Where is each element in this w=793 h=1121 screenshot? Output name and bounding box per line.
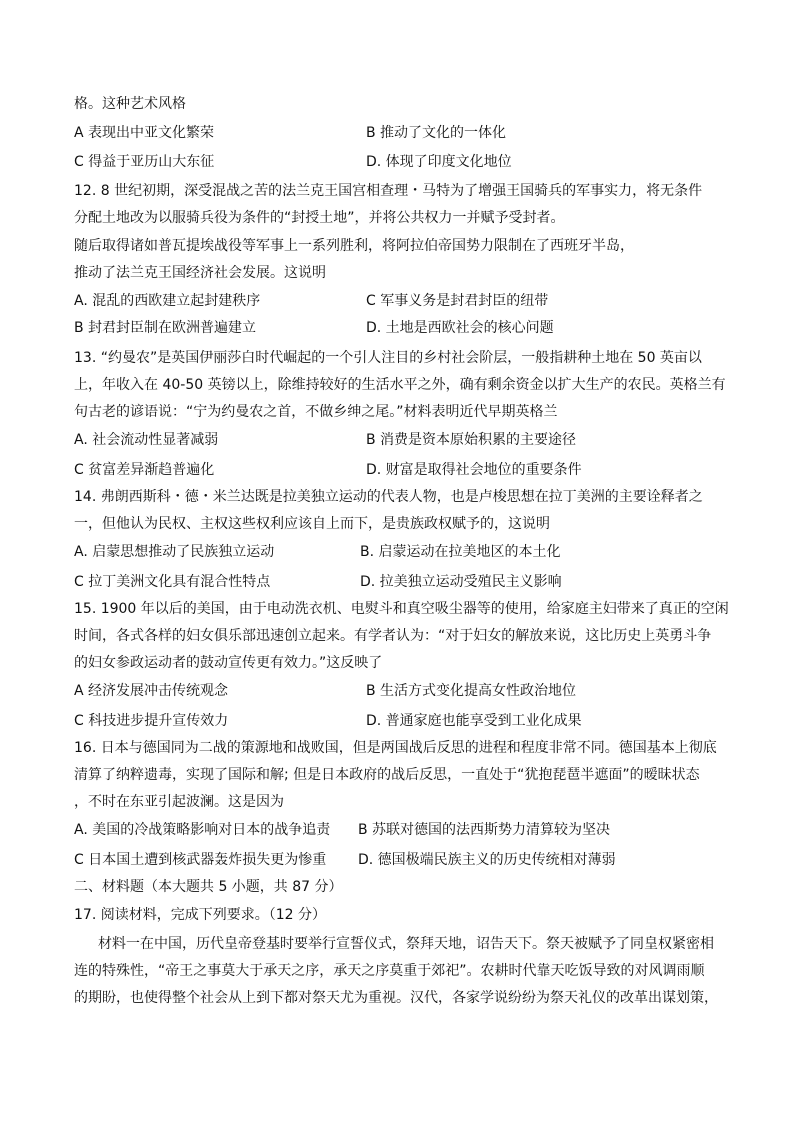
q13-option-d: D. 财富是取得社会地位的重要条件 (366, 462, 582, 478)
q15-stem-line-1: 15. 1900 年以后的美国，由于电动洗衣机、电熨斗和真空吸尘器等的使用，给家庭主妇带来了真正的空闲 (74, 601, 729, 617)
q14-option-b: B. 启蒙运动在拉美地区的本土化 (360, 544, 561, 560)
q13-stem-line-1: 13. “约曼农”是英国伊丽莎白时代崛起的一个引人注目的乡村社会阶层，一般指耕种土地在 50 英亩以 (74, 350, 702, 366)
q16-option-a: A. 美国的冷战策略影响对日本的战争追责 (74, 822, 331, 838)
q14-option-c: C 拉丁美洲文化具有混合性特点 (74, 574, 271, 590)
q12-option-b: B 封君封臣制在欧洲普遍建立 (74, 320, 257, 336)
q12-stem-line-4: 推动了法兰克王国经济社会发展。这说明 (74, 265, 326, 281)
q12-stem-line-1: 12. 8 世纪初期，深受混战之苦的法兰克王国宫相查理・马特为了增强王国骑兵的军事实力，将无条件 (74, 183, 703, 199)
q16-option-c: C 日本国土遭到核武器轰炸损失更为惨重 (74, 852, 327, 868)
q17-material-line-1: 材料一在中国，历代皇帝登基时要举行宣誓仪式，祭拜天地，诏告天下。祭天被赋予了同皇权紧密相 (98, 936, 714, 952)
q11-option-d: D. 体现了印度文化地位 (366, 154, 512, 170)
q15-options-row-2 (74, 711, 724, 731)
q11-option-c: C 得益于亚历山大东征 (74, 154, 215, 170)
q17-material-line-3: 的期盼，也使得整个社会从上到下都对祭天尤为重视。汉代，各家学说纷纷为祭天礼仪的改革出谋划策， (74, 990, 718, 1006)
q17-head: 17. 阅读材料，完成下列要求。（12 分） (74, 907, 326, 923)
q12-stem-line-3: 随后取得诸如普瓦提埃战役等军事上一系列胜利，将阿拉伯帝国势力限制在了西班牙半岛， (74, 238, 634, 254)
q15-option-a: A 经济发展冲击传统观念 (74, 683, 229, 699)
q12-stem-line-2: 分配土地改为以服骑兵役为条件的“封授土地”，并将公共权力一并赋予受封者。 (74, 210, 565, 226)
intro-line: 格。这种艺术风格 (74, 96, 186, 112)
q12-options-row-2 (74, 318, 724, 338)
q13-options-row-2 (74, 460, 724, 480)
q12-option-d: D. 土地是西欧社会的核心问题 (366, 320, 554, 336)
q11-option-b: B 推动了文化的一体化 (366, 125, 507, 141)
q17-material-line-2: 连的特殊性，“帝王之事莫大于承天之序，承天之序莫重于郊祀”。农耕时代靠天吃饭导致的对风调雨顺 (74, 963, 705, 979)
q15-option-b: B 生活方式变化提高女性政治地位 (366, 683, 577, 699)
q16-option-d: D. 德国极端民族主义的历史传统相对薄弱 (358, 852, 616, 868)
q15-stem-line-2: 时间，各式各样的妇女俱乐部迅速创立起来。有学者认为：“对于妇女的解放来说，这比历史上英勇斗争 (74, 628, 712, 644)
q13-stem-line-2: 上，年收入在 40-50 英镑以上，除维持较好的生活水平之外，确有剩余资金以扩大生产的农民。英格兰有 (74, 377, 726, 393)
q11-options-row-2 (74, 152, 724, 172)
q12-options-row-1 (74, 291, 724, 311)
q15-options-row-1 (74, 681, 724, 701)
q16-options-row-1 (74, 820, 724, 840)
q13-stem-line-3: 句古老的谚语说：“宁为约曼农之首，不做乡绅之尾。”材料表明近代早期英格兰 (74, 404, 558, 420)
q13-option-a: A. 社会流动性显著减弱 (74, 432, 219, 448)
q13-options-row-1 (74, 430, 724, 450)
q11-options-row-1 (74, 123, 724, 143)
q13-option-b: B 消费是资本原始积累的主要途径 (366, 432, 577, 448)
q14-option-d: D. 拉美独立运动受殖民主义影响 (360, 574, 562, 590)
q15-option-d: D. 普通家庭也能享受到工业化成果 (366, 713, 582, 729)
q13-option-c: C 贫富差异渐趋普遍化 (74, 462, 215, 478)
q16-options-row-2 (74, 850, 724, 870)
q15-stem-line-3: 的妇女参政运动者的鼓动宣传更有效力。”这反映了 (74, 655, 383, 671)
section-2-title: 二、材料题（本大题共 5 小题，共 87 分） (74, 879, 343, 895)
q14-options-row-1 (74, 542, 724, 562)
q15-option-c: C 科技进步提升宣传效力 (74, 713, 229, 729)
q14-options-row-2 (74, 572, 724, 592)
q11-option-a: A 表现出中亚文化繁荣 (74, 125, 215, 141)
q16-stem-line-2: 清算了纳粹遗毒，实现了国际和解; 但是日本政府的战后反思，一直处于“犹抱琵琶半遮面”的暧昧状态 (74, 767, 700, 783)
q16-stem-line-1: 16. 日本与德国同为二战的策源地和战败国，但是两国战后反思的进程和程度非常不同。德国基本上彻底 (74, 740, 717, 756)
q14-stem-line-1: 14. 弗朗西斯科・德・米兰达既是拉美独立运动的代表人物，也是卢梭思想在拉丁美洲的主要诠释者之 (74, 489, 703, 505)
q14-stem-line-2: 一，但他认为民权、主权这些权利应该自上而下，是贵族政权赋予的，这说明 (74, 516, 550, 532)
q14-option-a: A. 启蒙思想推动了民族独立运动 (74, 544, 275, 560)
q12-option-c: C 军事义务是封君封臣的纽带 (366, 293, 549, 309)
q16-stem-line-3: ，不时在东亚引起波澜。这是因为 (74, 794, 284, 810)
q12-option-a: A. 混乱的西欧建立起封建秩序 (74, 293, 261, 309)
q16-option-b: B 苏联对德国的法西斯势力清算较为坚决 (358, 822, 611, 838)
